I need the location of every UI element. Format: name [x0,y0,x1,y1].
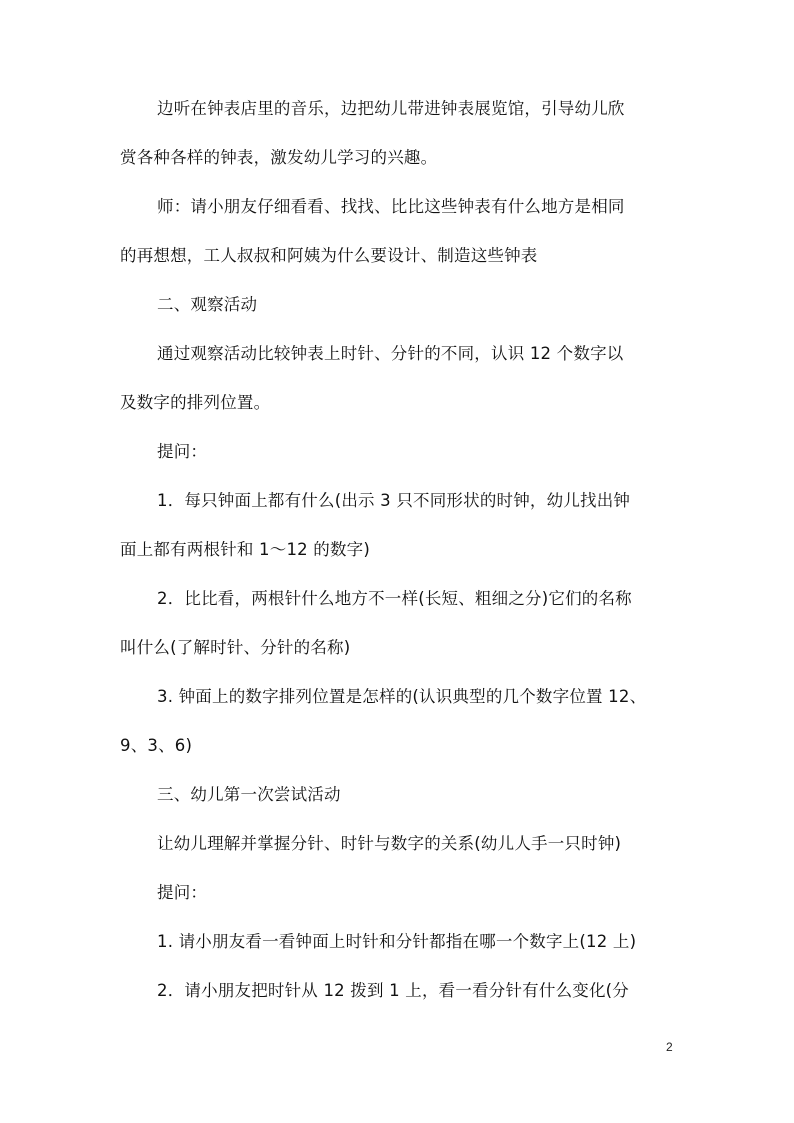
text-line: 提问： [157,442,208,461]
list-item: 3. 钟面上的数字排列位置是怎样的(认识典型的几个数字位置 12、 [157,687,647,706]
text-line: 的再想想，工人叔叔和阿姨为什么要设计、制造这些钟表 [120,246,538,265]
text-line: 及数字的排列位置。 [120,393,271,412]
list-item: 2．请小朋友把时针从 12 拨到 1 上，看一看分针有什么变化(分 [157,981,630,1000]
text-line: 让幼儿理解并掌握分针、时针与数字的关系(幼儿人手一只时钟) [157,834,622,853]
text-line: 师：请小朋友仔细看看、找找、比比这些钟表有什么地方是相同 [157,197,625,216]
text-line: 通过观察活动比较钟表上时针、分针的不同，认识 12 个数字以 [157,344,624,363]
text-line: 叫什么(了解时针、分针的名称) [120,638,351,657]
list-item: 2．比比看，两根针什么地方不一样(长短、粗细之分)它们的名称 [157,589,632,608]
list-item: 1．每只钟面上都有什么(出示 3 只不同形状的时钟，幼儿找出钟 [157,491,631,510]
list-item: 1. 请小朋友看一看钟面上时针和分针都指在哪一个数字上(12 上) [157,932,637,951]
section-heading: 三、幼儿第一次尝试活动 [157,785,341,804]
page-number: 2 [666,1040,673,1054]
text-line: 面上都有两根针和 1～12 的数字) [120,540,371,559]
section-heading: 二、观察活动 [157,295,258,314]
text-line: 9、3、6) [120,736,193,755]
text-line: 边听在钟表店里的音乐，边把幼儿带进钟表展览馆，引导幼儿欣 [157,99,625,118]
text-line: 提问： [157,883,208,902]
text-line: 赏各种各样的钟表，激发幼儿学习的兴趣。 [120,148,438,167]
